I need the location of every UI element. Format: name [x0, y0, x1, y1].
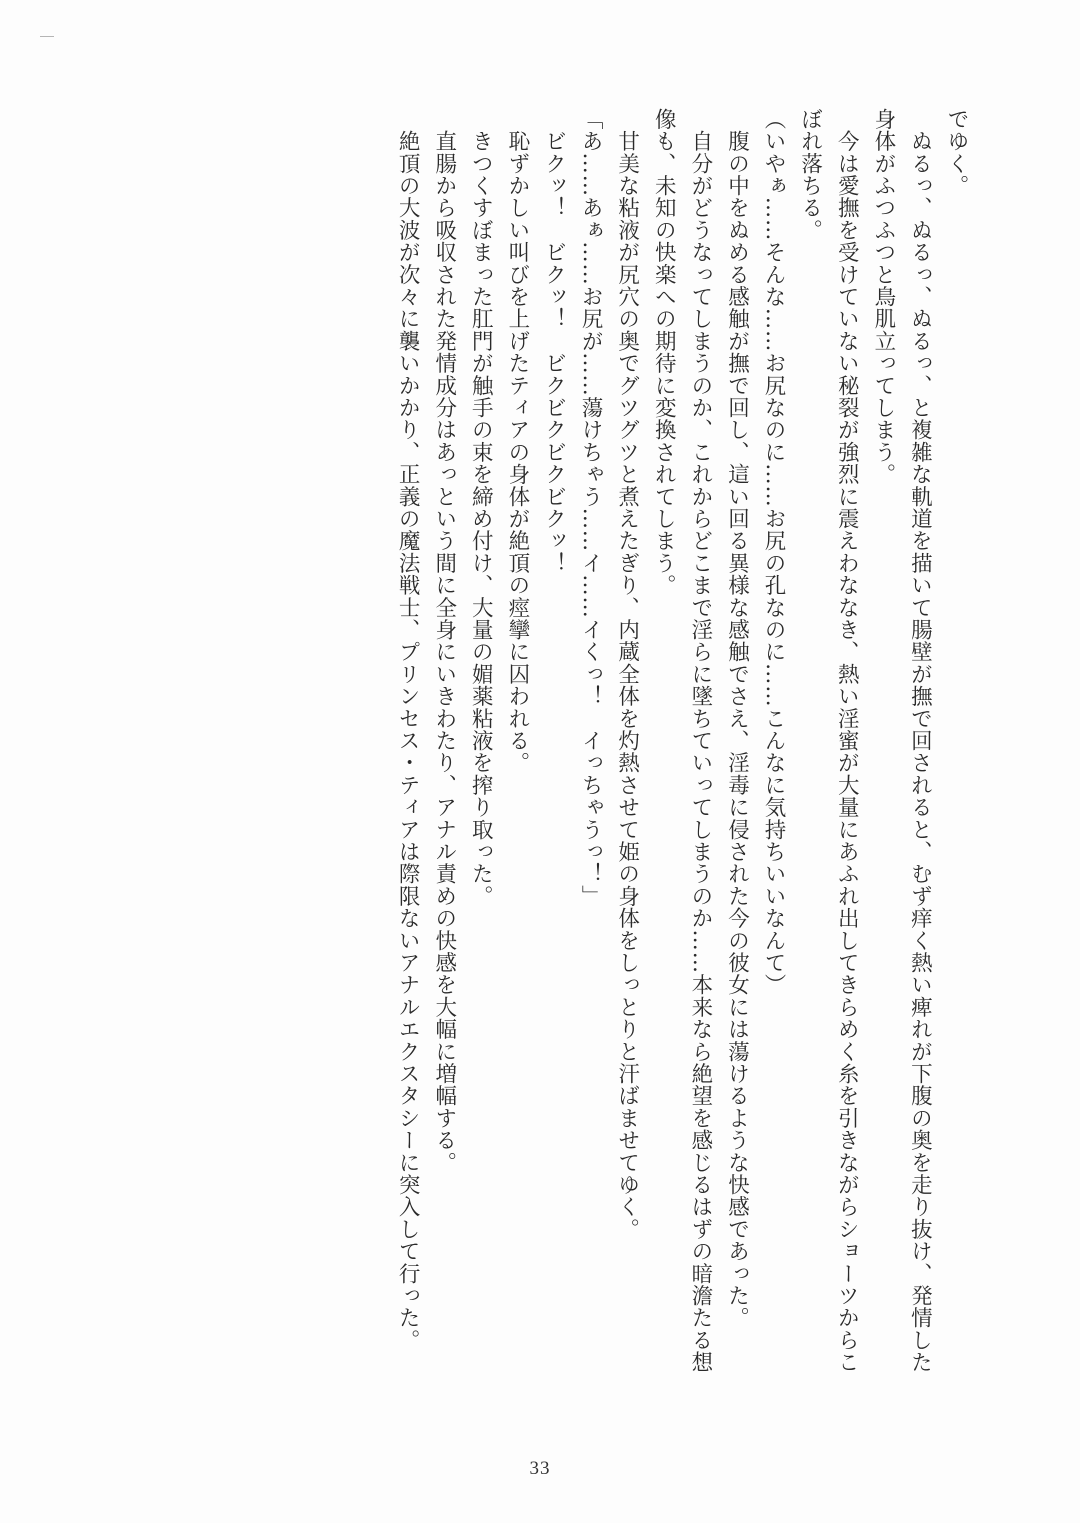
- paragraph: 甘美な粘液が尻穴の奥でグツグツと煮えたぎり、内蔵全体を灼熱させて姫の身体をしっとりと汗ばませてゆく。: [614, 108, 640, 1241]
- paragraph: ビクッ！ ビクッ！ ビクビクビクビクッ！: [541, 108, 567, 575]
- paragraph: でゆく。: [944, 108, 969, 197]
- paragraph: 恥ずかしい叫びを上げたティアの身体が絶頂の痙攣に囚われる。: [504, 108, 530, 774]
- paragraph: ぬるっ、ぬるっ、ぬるっ、と複雑な軌道を描いて腸壁が撫で回されると、むず痒く熱い痺れが下腹の奥を走り抜け、発情した身体がふつふつと鳥肌立ってしまう。: [870, 108, 933, 1374]
- paragraph: 今は愛撫を受けていない秘裂が強烈に震えわななき、熱い淫蜜が大量にあふれ出してきらめく糸を引きながらショーツからこぼれ落ちる。: [797, 108, 860, 1374]
- paragraph: （いやぁ……そんな……お尻なのに……お尻の孔なのに……こんなに気持ちいいなんて）: [761, 108, 787, 996]
- paragraph: 自分がどうなってしまうのか、これからどこまで淫らに墜ちていってしまうのか……本来なら絶望を感じるはずの暗澹たる想像も、未知の快楽への期待に変換されてしまう。: [651, 108, 713, 1374]
- vertical-text-body: [134, 108, 974, 1388]
- paragraph: 直腸から吸収された発情成分はあっという間に全身にいきわたり、アナル責めの快感を大幅に増幅する。: [431, 108, 457, 1174]
- paragraph: きつくすぼまった肛門が触手の束を締め付け、大量の媚薬粘液を搾り取った。: [468, 108, 494, 908]
- paragraph: 腹の中をぬめる感触が撫で回し、這い回る異様な感触でさえ、淫毒に侵された今の彼女には蕩けるような快感であった。: [724, 108, 750, 1329]
- scan-mark: [40, 36, 54, 37]
- paragraph: 「あ……あぁ……お尻が……蕩けちゃう……イ……イくっ！ イっちゃうっ！」: [578, 108, 604, 908]
- paragraph: 絶頂の大波が次々に襲いかかり、正義の魔法戦士、プリンセス・ティアは際限ないアナルエクスタシーに突入して行った。: [395, 108, 421, 1352]
- page-number: 33: [529, 1458, 551, 1479]
